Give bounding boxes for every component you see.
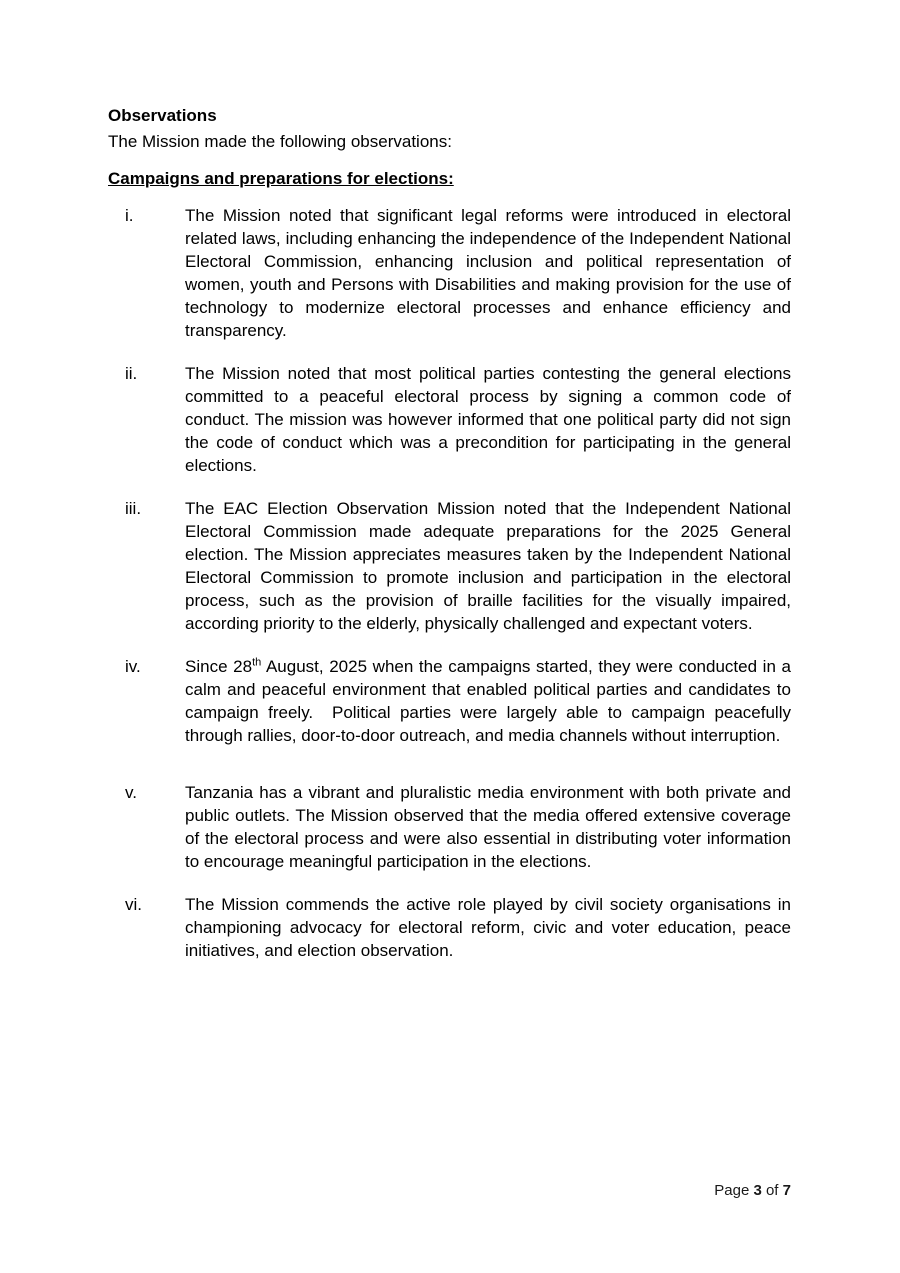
text-run: August, 2025 when the campaigns started, they were conducted in a calm and peaceful environment that enabled political parties and candidates to campaign freely. Political parties were largely able to campaign peacefully through rallies, door-to-door outreach, and media channels without interruption.	[185, 657, 791, 745]
observation-item-ii	[125, 362, 791, 477]
observation-text	[185, 781, 791, 873]
page-number-footer	[714, 1182, 791, 1200]
document-content	[108, 104, 791, 962]
observation-text	[185, 893, 791, 962]
text-run: The Mission noted that significant legal reforms were introduced in electoral related laws, including enhancing the independence of the Independent National Electoral Commission, enhancing inclusion and political representation of women, youth and Persons with Disabilities and making provision for the use of technology to modernize electoral processes and enhance efficiency and transparency.	[185, 206, 791, 340]
bold-text: 7	[782, 1182, 791, 1199]
text-run: Page	[714, 1182, 754, 1199]
text-run: The Mission noted that most political parties contesting the general elections committed to a peaceful electoral process by signing a common code of conduct. The mission was however informed that one political party did not sign the code of conduct which was a precondition for participating in the general elections.	[185, 364, 791, 475]
section-title-campaigns: Campaigns and preparations for elections:	[108, 169, 454, 188]
observation-item-i	[125, 204, 791, 342]
list-marker: vi.	[125, 895, 142, 914]
text-run: Since 28	[185, 657, 253, 676]
list-marker: iii.	[125, 499, 142, 518]
observation-item-iv	[125, 655, 791, 747]
text-run: of	[761, 1182, 783, 1199]
text-run: Tanzania has a vibrant and pluralistic media environment with both private and public outlets. The Mission observed that the media offered extensive coverage of the electoral process and were also essential in distributing voter information to encourage meaningful participation in the elections.	[185, 783, 791, 871]
text-run: The EAC Election Observation Mission noted that the Independent National Electoral Commission made adequate preparations for the 2025 General election. The Mission appreciates measures taken by the Independent National Electoral Commission to promote inclusion and participation in the electoral process, such as the provision of braille facilities for the visually impaired, according priority to the elderly, physically challenged and expectant voters.	[185, 499, 791, 633]
observation-text	[185, 497, 791, 635]
observation-item-iii	[125, 497, 791, 635]
heading-observations: Observations	[108, 106, 217, 125]
observations-list	[108, 204, 791, 962]
observation-text	[185, 362, 791, 477]
list-marker: i.	[125, 206, 134, 225]
list-marker: ii.	[125, 364, 138, 383]
bold-text: 3	[753, 1182, 762, 1199]
observation-item-vi	[125, 893, 791, 962]
intro-text: The Mission made the following observations:	[108, 132, 452, 151]
superscript-text: th	[252, 656, 262, 669]
observation-item-v	[125, 781, 791, 873]
observation-text	[185, 655, 791, 747]
text-run: The Mission commends the active role played by civil society organisations in championing advocacy for electoral reform, civic and voter education, peace initiatives, and election observation.	[185, 895, 791, 960]
list-marker: v.	[125, 783, 137, 802]
list-marker: iv.	[125, 657, 141, 676]
observation-text	[185, 204, 791, 342]
